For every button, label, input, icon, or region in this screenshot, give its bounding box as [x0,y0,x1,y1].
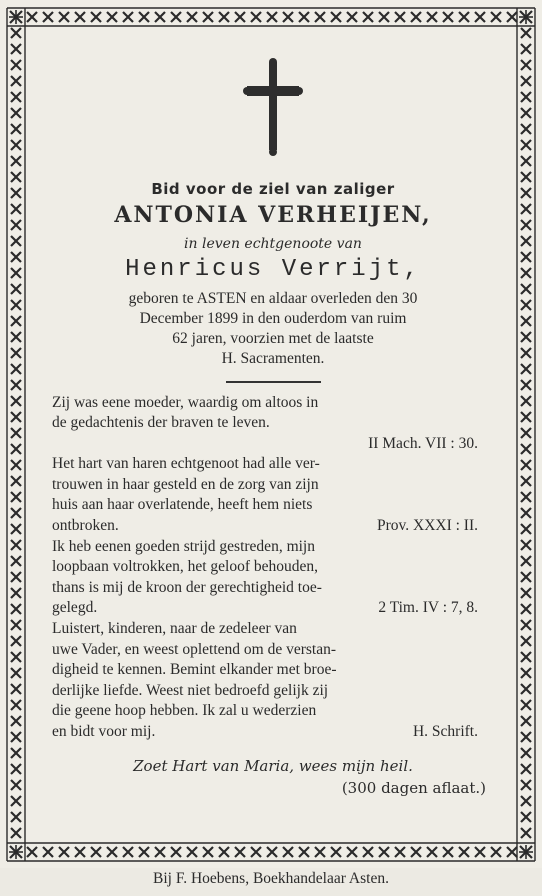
bio-line: 62 jaren, voorzien met de laatste [172,330,374,347]
deceased-name: ANTONIA VERHEIJEN, [114,202,432,228]
closing-prayer: Zoet Hart van Maria, wees mijn heil. [133,756,413,775]
prayer-heading: Bid voor de ziel van zaliger [151,180,395,198]
bio-line: H. Sacramenten. [221,350,325,367]
verse-reference: H. Schrift. [412,723,478,740]
verse-line: de gedachtenis der braven te leven. [52,414,270,432]
verse-line-with-ref [52,722,496,743]
verse-line: thans is mij de kroon der gerechtigheid toe- [52,578,322,596]
indulgence-note: (300 dagen aflaat.) [341,778,486,797]
verse-line: ontbroken. [52,517,119,535]
bio-line: geboren te ASTEN en aldaar overleden den 30 [128,290,418,307]
printer-imprint: Bij F. Hoebens, Boekhandelaar Asten. [153,870,389,887]
verse-line: gelegd. [52,599,98,617]
verse-reference: II Mach. VII : 30. [368,434,478,452]
biography [50,289,496,369]
verse-line: trouwen in haar gesteld en de zorg van zijn [52,475,319,493]
verse-line: die geene hoop hebben. Ik zal u wederzien [52,702,317,720]
verse-line: Zij was eene moeder, waardig om altoos in [52,393,319,411]
verse-line: Het hart van haren echtgenoot had alle ver- [52,455,320,473]
verse-line-with-ref [52,598,496,619]
verse-line: loopbaan voltrokken, het geloof behouden, [52,558,319,576]
card-content [50,50,496,797]
husband-name: Henricus Verrijt, [125,256,421,283]
divider-rule [226,381,321,383]
verse-line: Ik heb eenen goeden strijd gestreden, mijn [52,537,315,555]
bio-line: December 1899 in den ouderdom van ruim [139,310,407,327]
verse-line: en bidt voor mij. [52,723,156,740]
verse-line: huis aan haar overlatende, heeft hem niets [52,496,313,514]
verse-line: Luistert, kinderen, naar de zedeleer van [52,620,297,638]
verse-line: derlijke liefde. Weest niet bedroefd gelijk zij [52,681,329,699]
verse-line: digheid te kennen. Bemint elkander met broe- [52,661,337,679]
verse-reference: Prov. XXXI : II. [376,517,478,535]
cross-icon [243,58,303,158]
scripture-verses [52,393,496,743]
verse-reference: 2 Tim. IV : 7, 8. [378,599,478,617]
relation-line: in leven echtgenoote van [184,236,362,252]
verse-line: uwe Vader, en weest oplettend om de verstan- [52,640,337,658]
verse-line-with-ref [52,516,496,537]
